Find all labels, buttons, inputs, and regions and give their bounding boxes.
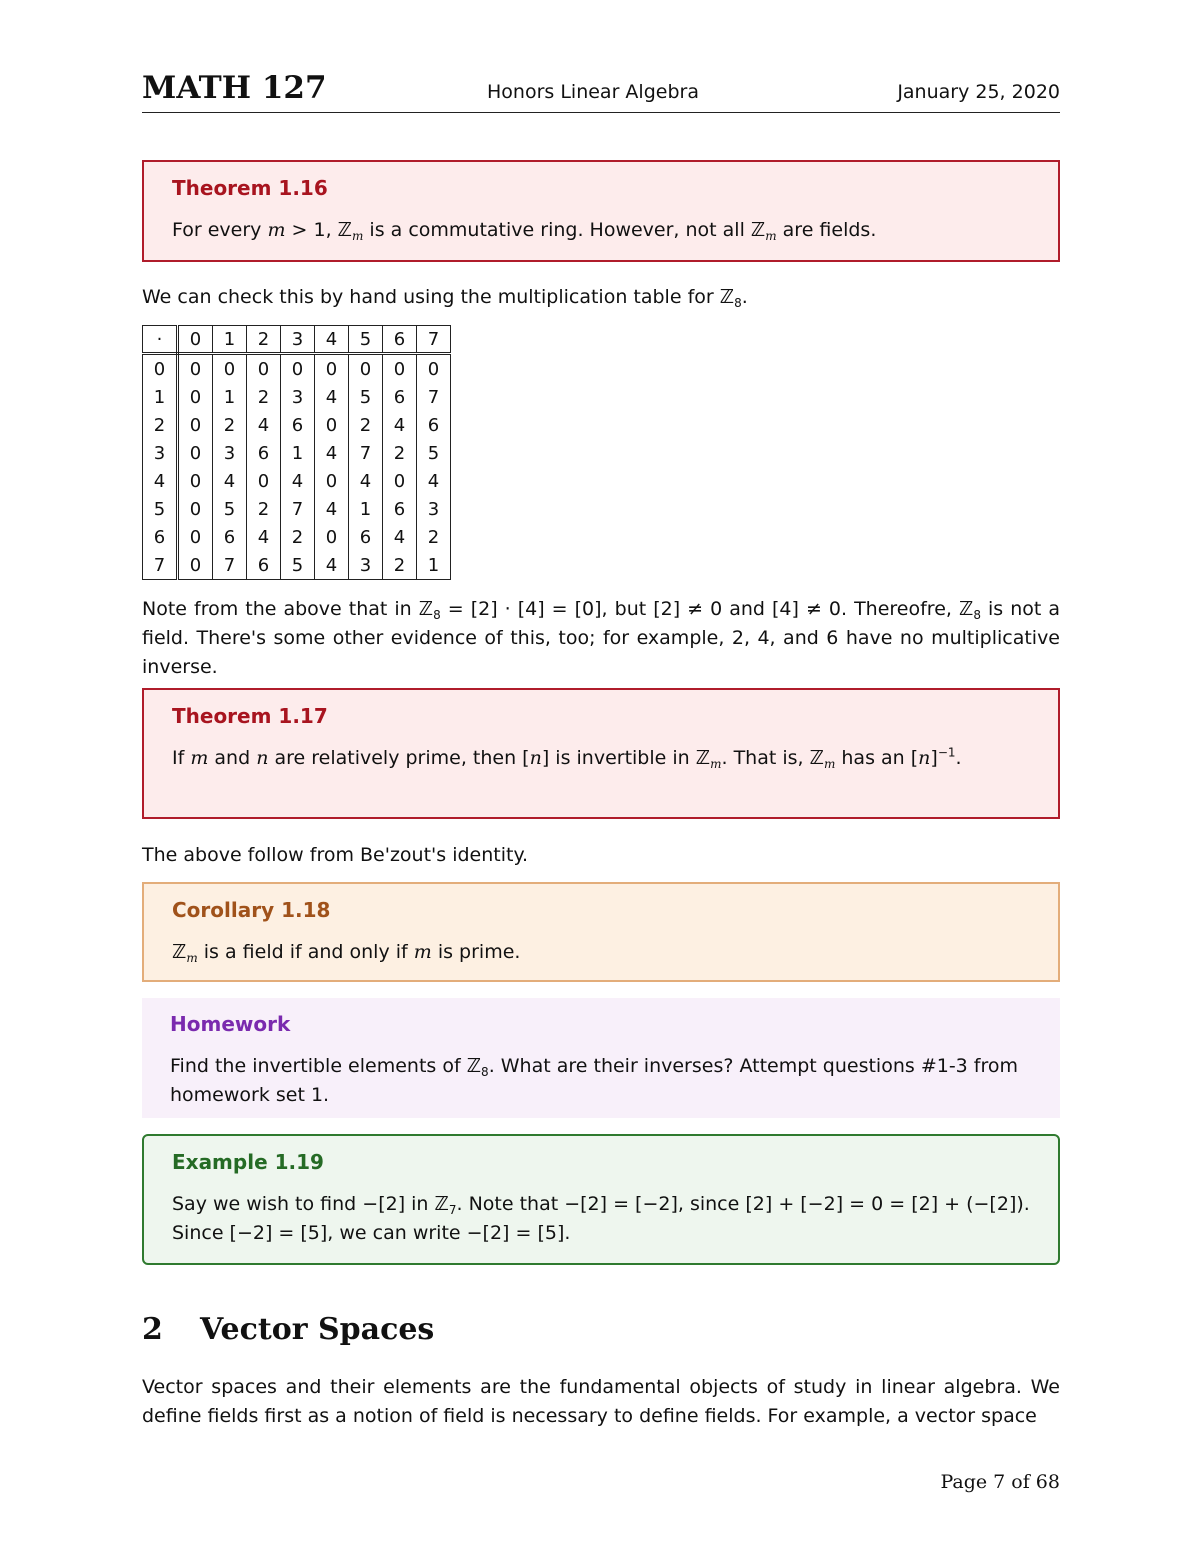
table-row-header: 2: [143, 411, 178, 439]
table-cell: 4: [315, 439, 349, 467]
theorem-1-17-body: If m and n are relatively prime, then [n] is invertible in ℤ$_m$. That is, ℤ$_m$ has an $[n]^{-1}$.: [172, 745, 962, 771]
table-cell: 0: [178, 495, 213, 523]
table-cell: 4: [349, 467, 383, 495]
table-cell: 1: [281, 439, 315, 467]
table-cell: 0: [178, 411, 213, 439]
table-cell: 6: [417, 411, 451, 439]
table-row: [143, 411, 451, 439]
table-cell: 0: [247, 354, 281, 384]
table-cell: 3: [417, 495, 451, 523]
table-cell: 1: [417, 551, 451, 580]
theorem-1-17-title: Theorem 1.17: [172, 704, 328, 728]
table-cell: 6: [247, 551, 281, 580]
table-row: [143, 551, 451, 580]
table-row: [143, 354, 451, 384]
table-header-cell: 4: [315, 326, 349, 354]
table-cell: 0: [383, 467, 417, 495]
table-cell: 0: [178, 439, 213, 467]
multiplication-table-z8: [142, 325, 451, 580]
table-cell: 4: [383, 523, 417, 551]
table-header-cell: 2: [247, 326, 281, 354]
page-header: [142, 70, 1060, 113]
table-cell: 0: [315, 411, 349, 439]
table-row-header: 7: [143, 551, 178, 580]
table-row: [143, 495, 451, 523]
z8-not-field-paragraph: Note from the above that in ℤ$_8$ = [2] · [4] = [0], but [2] ≠ 0 and [4] ≠ 0. Thereofre, ℤ$_8$ is not a field. There's some other evidence of this, too; for example, 2, 4, and 6 have no multiplicative inverse.: [142, 598, 1060, 678]
table-cell: 4: [315, 383, 349, 411]
table-cell: 6: [213, 523, 247, 551]
table-cell: 2: [213, 411, 247, 439]
table-intro-paragraph: We can check this by hand using the multiplication table for ℤ$_8$.: [142, 286, 748, 310]
table-cell: 1: [213, 383, 247, 411]
table-header-cell: 1: [213, 326, 247, 354]
theorem-1-16-title: Theorem 1.16: [172, 176, 328, 200]
bezout-paragraph: The above follow from Be'zout's identity.: [142, 844, 529, 866]
table-cell: 0: [178, 551, 213, 580]
table-cell: 2: [281, 523, 315, 551]
table-cell: 3: [349, 551, 383, 580]
table-header-cell: 0: [178, 326, 213, 354]
table-cell: 0: [349, 354, 383, 384]
table-row: [143, 467, 451, 495]
table-row-header: 3: [143, 439, 178, 467]
table-header-cell: 3: [281, 326, 315, 354]
section-heading: [142, 1312, 434, 1347]
table-cell: 6: [383, 383, 417, 411]
table-cell: 7: [417, 383, 451, 411]
table-cell: 0: [315, 354, 349, 384]
table-row-header: 1: [143, 383, 178, 411]
table-cell: 4: [213, 467, 247, 495]
table-row: [143, 523, 451, 551]
theorem-1-17-box: [142, 688, 1060, 819]
table-cell: 0: [315, 523, 349, 551]
table-header-cell: 6: [383, 326, 417, 354]
table-cell: 2: [383, 439, 417, 467]
example-1-19-box: [142, 1134, 1060, 1265]
table-cell: 2: [247, 495, 281, 523]
homework-title: Homework: [170, 1012, 291, 1036]
table-row-header: 4: [143, 467, 178, 495]
corollary-1-18-title: Corollary 1.18: [172, 898, 331, 922]
table-header-cell: 5: [349, 326, 383, 354]
table-cell: 1: [349, 495, 383, 523]
example-1-19-body: Say we wish to find −[2] in ℤ$_7$. Note that −[2] = [−2], since [2] + [−2] = 0 = [2] + (−[2]). Since [−2] = [5], we can write −[2] = [5].: [172, 1193, 1030, 1244]
corollary-1-18-body: ℤ$_m$ is a field if and only if m is prime.: [172, 941, 521, 965]
table-cell: 4: [281, 467, 315, 495]
section-title: Vector Spaces: [200, 1312, 435, 1347]
homework-body: Find the invertible elements of ℤ$_8$. What are their inverses? Attempt questions #1-3 from homework set 1.: [170, 1055, 1019, 1106]
table-cell: 4: [383, 411, 417, 439]
table-cell: 4: [247, 523, 281, 551]
table-cell: 0: [178, 383, 213, 411]
table-cell: 0: [178, 467, 213, 495]
table-cell: 5: [213, 495, 247, 523]
table-row: [143, 439, 451, 467]
table-header-cell: 7: [417, 326, 451, 354]
table-cell: 0: [315, 467, 349, 495]
table-cell: 3: [213, 439, 247, 467]
table-cell: 7: [349, 439, 383, 467]
table-cell: 6: [247, 439, 281, 467]
table-cell: 0: [247, 467, 281, 495]
table-cell: 4: [417, 467, 451, 495]
table-cell: 0: [383, 354, 417, 384]
header-date: January 25, 2020: [897, 81, 1060, 103]
table-row: [143, 383, 451, 411]
table-cell: 0: [417, 354, 451, 384]
table-cell: 0: [213, 354, 247, 384]
table-cell: 7: [281, 495, 315, 523]
corollary-1-18-box: [142, 882, 1060, 982]
table-cell: 4: [315, 495, 349, 523]
table-header-row: [143, 326, 451, 354]
table-cell: 2: [247, 383, 281, 411]
table-cell: 6: [383, 495, 417, 523]
table-cell: 3: [281, 383, 315, 411]
section-number: 2: [142, 1312, 163, 1347]
table-cell: 2: [349, 411, 383, 439]
table-cell: 0: [281, 354, 315, 384]
course-title: MATH 127: [142, 70, 327, 106]
table-cell: 5: [281, 551, 315, 580]
page-number: Page 7 of 68: [940, 1471, 1060, 1493]
table-row-header: 6: [143, 523, 178, 551]
table-row-header: 0: [143, 354, 178, 384]
table-cell: 4: [247, 411, 281, 439]
table-cell: 7: [213, 551, 247, 580]
example-1-19-title: Example 1.19: [172, 1150, 324, 1174]
theorem-1-16-box: [142, 160, 1060, 262]
table-cell: 5: [417, 439, 451, 467]
table-cell: 2: [383, 551, 417, 580]
table-cell: 5: [349, 383, 383, 411]
vector-spaces-paragraph: Vector spaces and their elements are the fundamental objects of study in linear algebra. We define fields first as a notion of field is necessary to define fields. For example, a vector space: [142, 1376, 1060, 1427]
homework-box: [142, 998, 1060, 1118]
table-row-header: 5: [143, 495, 178, 523]
table-cell: 0: [178, 523, 213, 551]
table-cell: 6: [281, 411, 315, 439]
course-subject: Honors Linear Algebra: [487, 81, 699, 103]
theorem-1-16-body: For every m > 1, ℤ$_m$ is a commutative ring. However, not all ℤ$_m$ are fields.: [172, 219, 877, 243]
table-cell: 4: [315, 551, 349, 580]
table-cell: 2: [417, 523, 451, 551]
table-header-cell: ·: [143, 326, 178, 354]
table-cell: 6: [349, 523, 383, 551]
table-cell: 0: [178, 354, 213, 384]
